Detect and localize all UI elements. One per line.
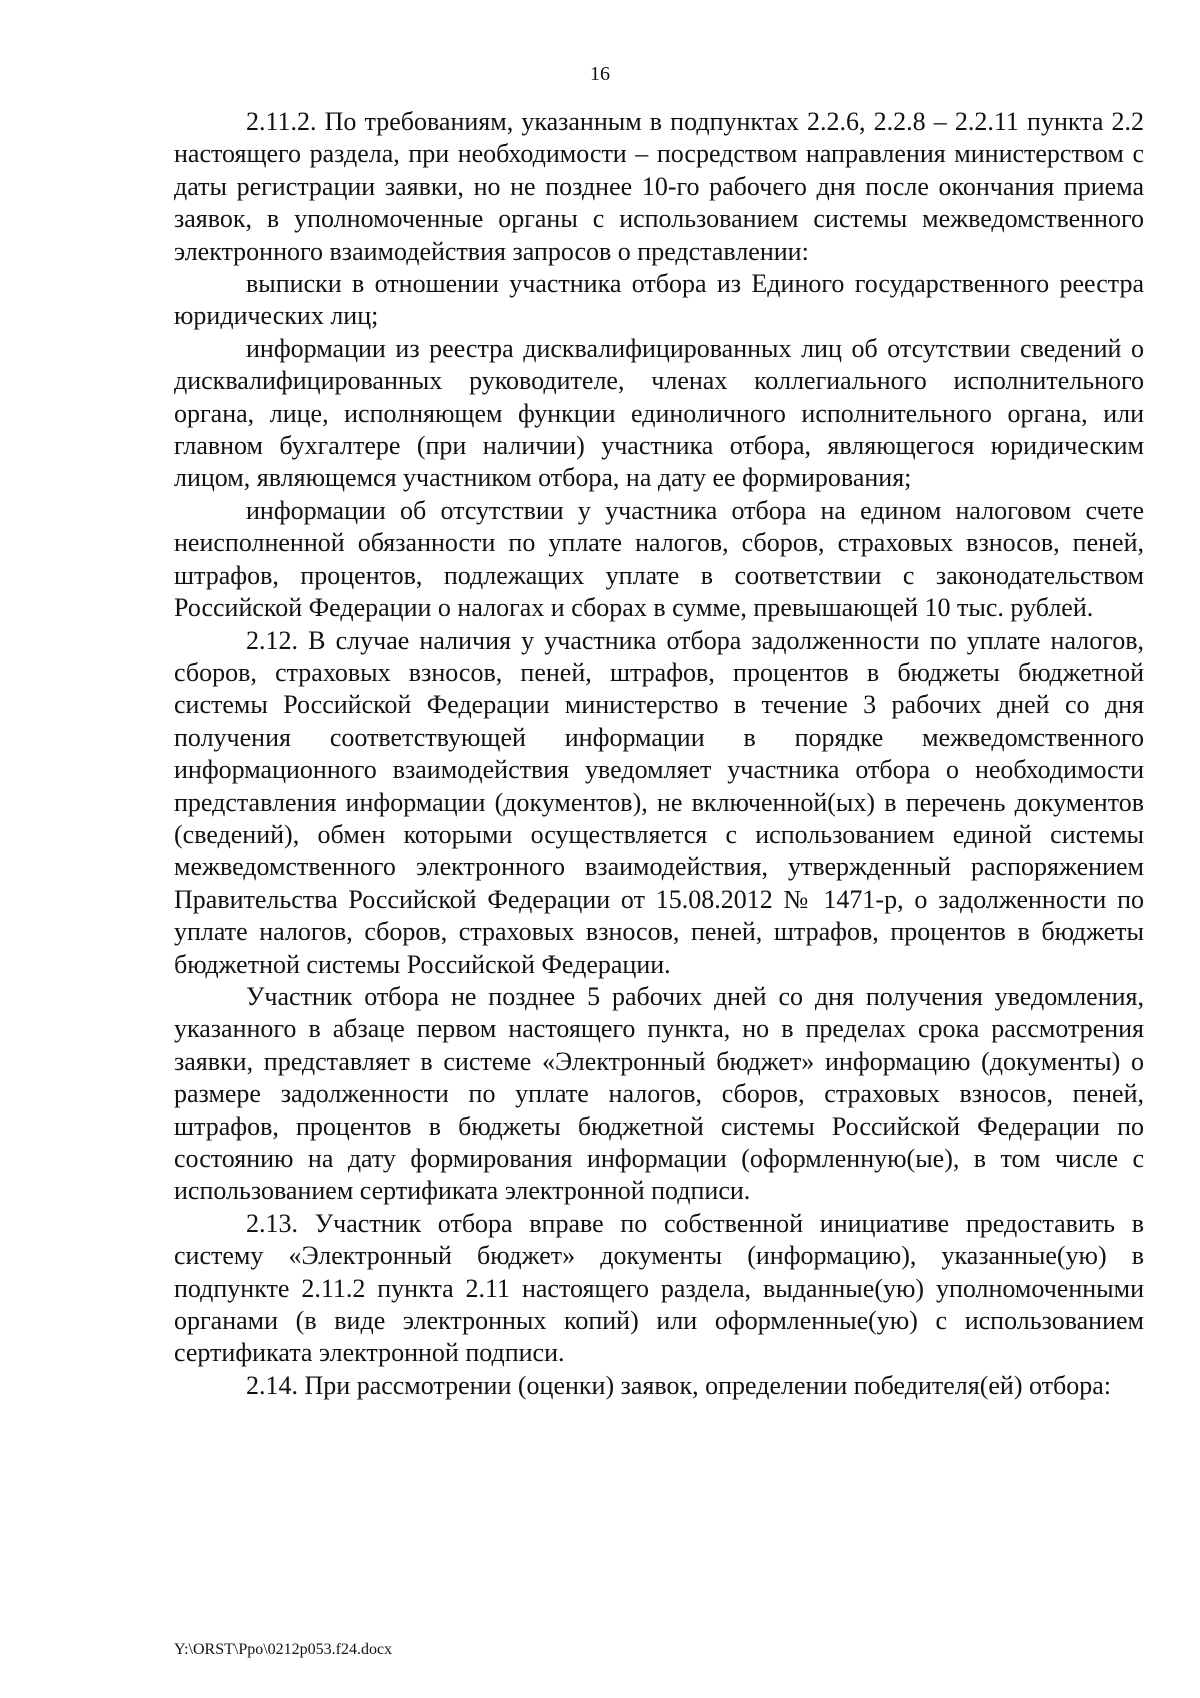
paragraph-2-11-2: 2.11.2. По требованиям, указанным в подпунктах 2.2.6, 2.2.8 – 2.2.11 пункта 2.2 настоящего раздела, при необходимости – посредством направления министерством с даты регистрации заявки, но не позднее 10-го рабочего дня после окончания приема заявок, в уполномоченные органы с использованием системы межведомственного электронного взаимодействия запросов о представлении: [174, 107, 1144, 266]
paragraph-participant-notice: Участник отбора не позднее 5 рабочих дней со дня получения уведомления, указанного в абзаце первом настоящего пункта, но в пределах срока рассмотрения заявки, представляет в системе «Электронный бюджет» информацию (документы) о размере задолженности по уплате налогов, сборов, страховых взносов, пеней, штрафов, процентов в бюджеты бюджетной системы Российской Федерации по состоянию на дату формирования информации (оформленную(ые), в том числе с использованием сертификата электронной подписи. [174, 981, 1144, 1206]
paragraph-2-14: 2.14. При рассмотрении (оценки) заявок, определении победителя(ей) отбора: [246, 1370, 1112, 1400]
paragraph-2-13: 2.13. Участник отбора вправе по собственной инициативе предоставить в систему «Электронный бюджет» документы (информацию), указанные(ую) в подпункте 2.11.2 пункта 2.11 настоящего раздела, выданные(ую) уполномоченными органами (в виде электронных копий) или оформленные(ую) с использованием сертификата электронной подписи. [174, 1208, 1144, 1368]
paragraph-egrul-extract: выписки в отношении участника отбора из Единого государственного реестра юридических лиц; [174, 269, 1144, 331]
page-number: 16 [590, 63, 610, 85]
footer-file-path: Y:\ORST\Ppo\0212p053.f24.docx [174, 1641, 393, 1658]
document-body [174, 106, 1144, 1402]
paragraph-disqualified-registry: информации из реестра дисквалифицированных лиц об отсутствии сведений о дисквалифицированных руководителе, членах коллегиального исполнительного органа, лице, исполняющем функции единоличного исполнительного органа, или главном бухгалтере (при наличии) участника отбора, являющегося юридическим лицом, являющемся участником отбора, на дату ее формирования; [174, 333, 1144, 493]
paragraph-tax-account: информации об отсутствии у участника отбора на едином налоговом счете неисполненной обязанности по уплате налогов, сборов, страховых взносов, пеней, штрафов, процентов, подлежащих уплате в соответствии с законодательством Российской Федерации о налогах и сборах в сумме, превышающей 10 тыс. рублей. [174, 495, 1144, 623]
paragraph-2-12: 2.12. В случае наличия у участника отбора задолженности по уплате налогов, сборов, страховых взносов, пеней, штрафов, процентов в бюджеты бюджетной системы Российской Федерации министерство в течение 3 рабочих дней со дня получения соответствующей информации в порядке межведомственного информационного взаимодействия уведомляет участника отбора о необходимости представления информации (документов), не включенной(ых) в перечень документов (сведений), обмен которыми осуществляется с использованием единой системы межведомственного электронного взаимодействия, утвержденный распоряжением Правительства Российской Федерации от 15.08.2012 № 1471-р, о задолженности по уплате налогов, сборов, страховых взносов, пеней, штрафов, процентов в бюджеты бюджетной системы Российской Федерации. [174, 625, 1144, 979]
